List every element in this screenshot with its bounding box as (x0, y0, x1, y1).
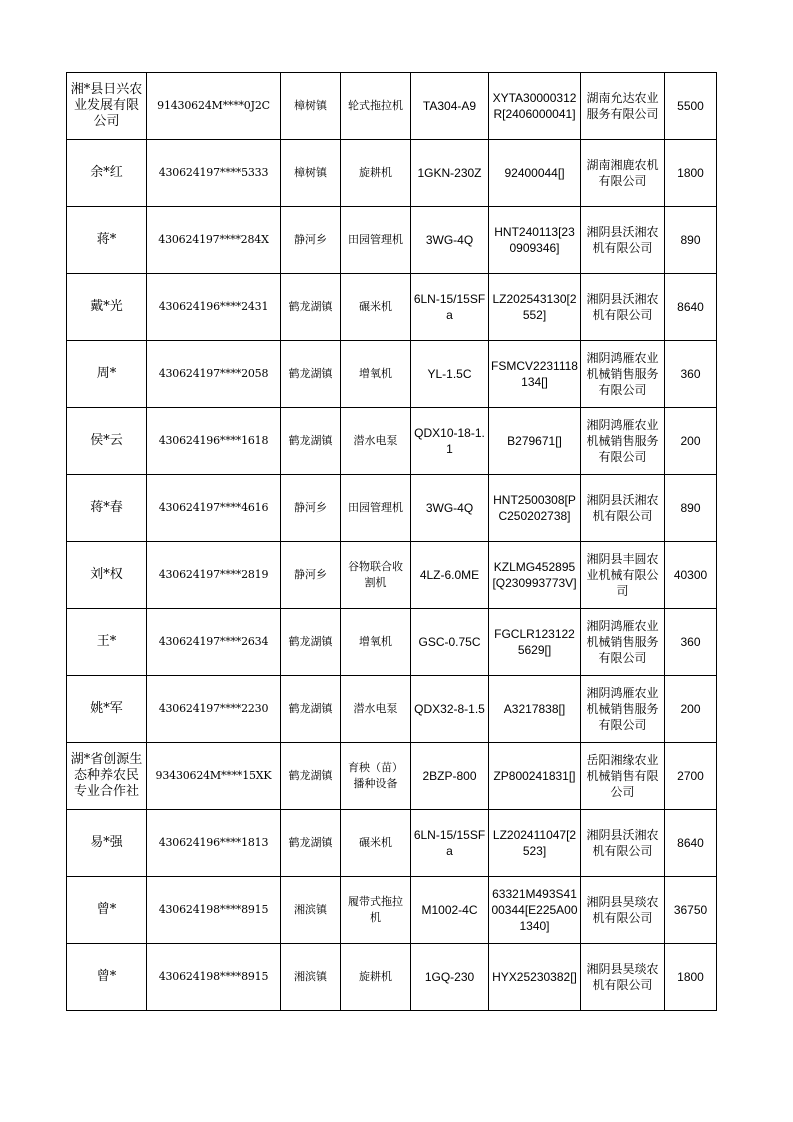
table-row (67, 944, 717, 1011)
cell-model: M1002-4C (411, 877, 489, 944)
cell-dealer: 湘阴县丰圆农业机械有限公司 (581, 542, 665, 609)
cell-serial: A3217838[] (489, 676, 581, 743)
table-row (67, 609, 717, 676)
cell-machine-type: 增氧机 (341, 609, 411, 676)
cell-id-number: 430624198****8915 (147, 877, 281, 944)
cell-name: 曾* (67, 944, 147, 1011)
cell-id-number: 430624197****2058 (147, 341, 281, 408)
cell-serial: HYX25230382[] (489, 944, 581, 1011)
cell-serial: FSMCV2231118134[] (489, 341, 581, 408)
cell-amount: 360 (665, 609, 717, 676)
cell-machine-type: 田园管理机 (341, 207, 411, 274)
cell-name: 戴*光 (67, 274, 147, 341)
cell-machine-type: 增氧机 (341, 341, 411, 408)
cell-serial: KZLMG452895[Q230993773V] (489, 542, 581, 609)
cell-amount: 200 (665, 676, 717, 743)
cell-amount: 8640 (665, 810, 717, 877)
table-row (67, 341, 717, 408)
table-row (67, 877, 717, 944)
cell-machine-type: 碾米机 (341, 274, 411, 341)
cell-dealer: 湘阴县昊琰农机有限公司 (581, 944, 665, 1011)
cell-town: 静河乡 (281, 207, 341, 274)
cell-model: 2BZP-800 (411, 743, 489, 810)
cell-machine-type: 旋耕机 (341, 944, 411, 1011)
cell-town: 樟树镇 (281, 140, 341, 207)
cell-amount: 36750 (665, 877, 717, 944)
cell-machine-type: 履带式拖拉机 (341, 877, 411, 944)
table-row (67, 140, 717, 207)
table-body (67, 73, 717, 1011)
cell-model: QDX10-18-1.1 (411, 408, 489, 475)
cell-model: 6LN-15/15SFa (411, 274, 489, 341)
cell-amount: 360 (665, 341, 717, 408)
cell-serial: HNT2500308[PC250202738] (489, 475, 581, 542)
cell-town: 鹤龙湖镇 (281, 743, 341, 810)
cell-machine-type: 育秧（苗）播种设备 (341, 743, 411, 810)
cell-town: 湘滨镇 (281, 877, 341, 944)
cell-amount: 8640 (665, 274, 717, 341)
table-row (67, 810, 717, 877)
cell-id-number: 91430624M****0J2C (147, 73, 281, 140)
cell-model: 3WG-4Q (411, 207, 489, 274)
cell-serial: FGCLR1231225629[] (489, 609, 581, 676)
cell-serial: XYTA30000312R[2406000041] (489, 73, 581, 140)
cell-id-number: 430624197****284X (147, 207, 281, 274)
cell-id-number: 430624197****4616 (147, 475, 281, 542)
cell-id-number: 430624197****2819 (147, 542, 281, 609)
cell-dealer: 湖南允达农业服务有限公司 (581, 73, 665, 140)
cell-name: 王* (67, 609, 147, 676)
cell-serial: 63321M493S4100344[E225A001340] (489, 877, 581, 944)
cell-id-number: 430624197****5333 (147, 140, 281, 207)
cell-serial: 92400044[] (489, 140, 581, 207)
cell-dealer: 湖南湘鹿农机有限公司 (581, 140, 665, 207)
cell-name: 曾* (67, 877, 147, 944)
cell-town: 鹤龙湖镇 (281, 676, 341, 743)
cell-model: 4LZ-6.0ME (411, 542, 489, 609)
cell-name: 周* (67, 341, 147, 408)
table-row (67, 73, 717, 140)
cell-amount: 1800 (665, 140, 717, 207)
cell-amount: 5500 (665, 73, 717, 140)
cell-id-number: 430624196****2431 (147, 274, 281, 341)
cell-model: TA304-A9 (411, 73, 489, 140)
table-row (67, 207, 717, 274)
cell-machine-type: 谷物联合收割机 (341, 542, 411, 609)
cell-amount: 40300 (665, 542, 717, 609)
table-row (67, 676, 717, 743)
cell-serial: LZ202411047[2523] (489, 810, 581, 877)
cell-machine-type: 田园管理机 (341, 475, 411, 542)
cell-dealer: 湘阴县沃湘农机有限公司 (581, 810, 665, 877)
cell-town: 静河乡 (281, 475, 341, 542)
cell-model: QDX32-8-1.5 (411, 676, 489, 743)
cell-amount: 2700 (665, 743, 717, 810)
cell-town: 鹤龙湖镇 (281, 341, 341, 408)
cell-town: 静河乡 (281, 542, 341, 609)
cell-town: 鹤龙湖镇 (281, 609, 341, 676)
table-row (67, 408, 717, 475)
cell-machine-type: 碾米机 (341, 810, 411, 877)
cell-name: 姚*军 (67, 676, 147, 743)
table-row (67, 274, 717, 341)
cell-town: 樟树镇 (281, 73, 341, 140)
table-row (67, 475, 717, 542)
cell-name: 余*红 (67, 140, 147, 207)
cell-amount: 200 (665, 408, 717, 475)
cell-serial: HNT240113[230909346] (489, 207, 581, 274)
cell-name: 湖*省创源生态种养农民专业合作社 (67, 743, 147, 810)
cell-machine-type: 潜水电泵 (341, 408, 411, 475)
cell-id-number: 430624198****8915 (147, 944, 281, 1011)
cell-model: 6LN-15/15SFa (411, 810, 489, 877)
cell-amount: 1800 (665, 944, 717, 1011)
table-row (67, 542, 717, 609)
cell-name: 侯*云 (67, 408, 147, 475)
cell-amount: 890 (665, 207, 717, 274)
cell-town: 鹤龙湖镇 (281, 274, 341, 341)
cell-id-number: 93430624M****15XK (147, 743, 281, 810)
cell-id-number: 430624197****2230 (147, 676, 281, 743)
cell-name: 易*强 (67, 810, 147, 877)
cell-town: 鹤龙湖镇 (281, 408, 341, 475)
cell-dealer: 湘阴鸿雁农业机械销售服务有限公司 (581, 408, 665, 475)
cell-dealer: 岳阳湘缘农业机械销售有限公司 (581, 743, 665, 810)
cell-dealer: 湘阴鸿雁农业机械销售服务有限公司 (581, 676, 665, 743)
cell-model: GSC-0.75C (411, 609, 489, 676)
cell-model: 1GKN-230Z (411, 140, 489, 207)
cell-machine-type: 潜水电泵 (341, 676, 411, 743)
cell-dealer: 湘阴县沃湘农机有限公司 (581, 475, 665, 542)
cell-id-number: 430624197****2634 (147, 609, 281, 676)
cell-machine-type: 轮式拖拉机 (341, 73, 411, 140)
cell-id-number: 430624196****1618 (147, 408, 281, 475)
cell-town: 湘滨镇 (281, 944, 341, 1011)
cell-town: 鹤龙湖镇 (281, 810, 341, 877)
cell-serial: LZ202543130[2552] (489, 274, 581, 341)
cell-dealer: 湘阴鸿雁农业机械销售服务有限公司 (581, 341, 665, 408)
cell-serial: B279671[] (489, 408, 581, 475)
cell-serial: ZP800241831[] (489, 743, 581, 810)
cell-model: 3WG-4Q (411, 475, 489, 542)
cell-id-number: 430624196****1813 (147, 810, 281, 877)
cell-name: 刘*权 (67, 542, 147, 609)
cell-model: YL-1.5C (411, 341, 489, 408)
cell-name: 蒋*春 (67, 475, 147, 542)
cell-dealer: 湘阴县沃湘农机有限公司 (581, 274, 665, 341)
cell-dealer: 湘阴鸿雁农业机械销售服务有限公司 (581, 609, 665, 676)
subsidy-table (66, 72, 717, 1011)
table-row (67, 743, 717, 810)
cell-name: 蒋* (67, 207, 147, 274)
cell-amount: 890 (665, 475, 717, 542)
cell-machine-type: 旋耕机 (341, 140, 411, 207)
cell-name: 湘*县日兴农业发展有限公司 (67, 73, 147, 140)
cell-model: 1GQ-230 (411, 944, 489, 1011)
cell-dealer: 湘阴县沃湘农机有限公司 (581, 207, 665, 274)
cell-dealer: 湘阴县昊琰农机有限公司 (581, 877, 665, 944)
